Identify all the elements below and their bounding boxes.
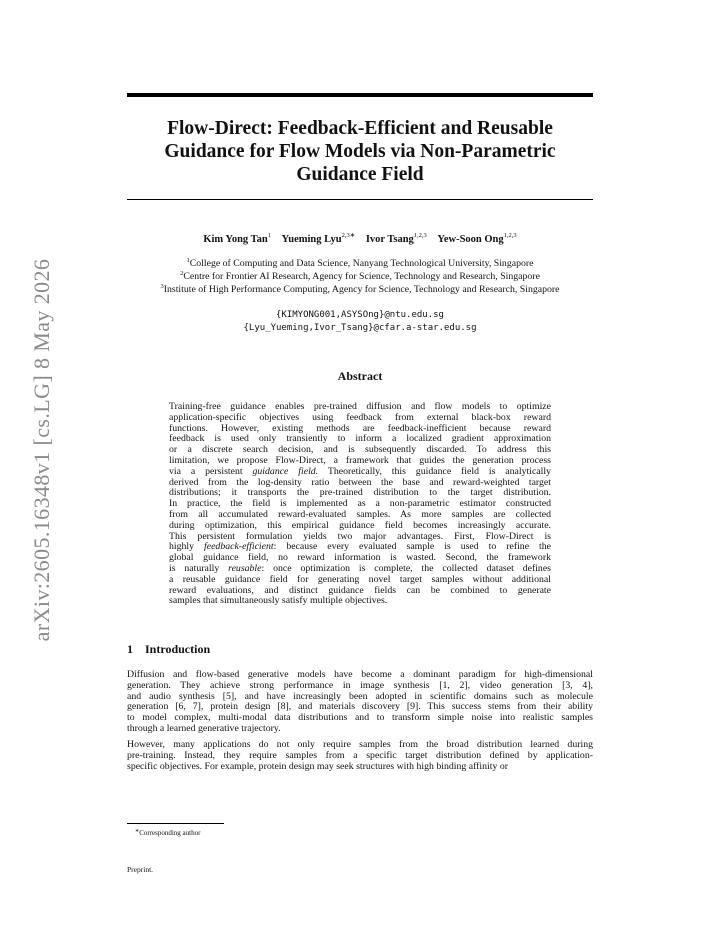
section-heading bbox=[127, 642, 210, 657]
text-line: feedback is used only transiently to inform a localized gradient approximation bbox=[169, 433, 551, 445]
email-line: {Lyu_Yueming,Ivor_Tsang}@cfar.a-star.edu.sg bbox=[243, 323, 477, 333]
author-affil-mark: 2,3∗ bbox=[341, 232, 356, 239]
abstract-body bbox=[169, 402, 551, 607]
text-line: global guidance field, no reward information is wasted. Second, the framework bbox=[169, 552, 551, 564]
title-line: Guidance Field bbox=[296, 164, 424, 185]
email-line: {KIMYONG001,ASYSOng}@ntu.edu.sg bbox=[276, 310, 444, 320]
text-line: This persistent formulation yields two major advantages. First, Flow-Direct is bbox=[169, 530, 551, 542]
author-name: Kim Yong Tan bbox=[203, 234, 268, 245]
title-top-rule bbox=[127, 93, 593, 97]
text-line: via a persistent guidance field. Theoretically, this guidance field is analytically bbox=[169, 465, 551, 477]
affiliation-mark: 2 bbox=[180, 270, 184, 277]
text-line: distributions; it transports the pre-trained distribution to the target distribution. bbox=[169, 487, 551, 499]
text-line: through a learned generative trajectory. bbox=[127, 722, 281, 734]
text-line: generation [6, 7], protein design [8], and materials discovery [9]. This success stems from their ability bbox=[127, 701, 593, 713]
text-line: derived from the log-density ratio between the base and reward-weighted target bbox=[169, 476, 551, 488]
text-line: Training-free guidance enables pre-trained diffusion and flow models to optimize bbox=[169, 401, 551, 412]
intro-paragraph-1 bbox=[127, 670, 593, 735]
author-name: Yew-Soon Ong bbox=[437, 234, 504, 245]
text-line: is naturally reusable: once optimization is complete, the collected dataset defines bbox=[169, 562, 551, 574]
text-line: during optimization, this empirical guidance field becomes increasingly accurate. bbox=[169, 519, 551, 531]
arxiv-stamp-text: arXiv:2605.16348v1 [cs.LG] 8 May 2026 bbox=[29, 258, 54, 642]
text-line: Diffusion and flow-based generative models have become a dominant paradigm for high-dimensional bbox=[127, 669, 593, 680]
author-affil-mark: 1,2,3 bbox=[413, 232, 427, 239]
footnote-rule bbox=[127, 823, 224, 824]
title-line: Guidance for Flow Models via Non-Parametric bbox=[164, 141, 556, 162]
affiliation bbox=[100, 270, 620, 282]
footnote-mark: ∗ bbox=[135, 829, 140, 834]
text-line: or a discrete search decision, and is subsequently discarded. To address this bbox=[169, 444, 551, 456]
abstract-heading: Abstract bbox=[337, 369, 383, 383]
text-line: a reusable guidance field for generating novel target samples without additional bbox=[169, 573, 551, 585]
text-line: limitation, we propose Flow-Direct, a framework that guides the generation process bbox=[169, 454, 551, 466]
footnote bbox=[135, 828, 200, 837]
section-title: Introduction bbox=[145, 642, 211, 656]
text-line: However, many applications do not only require samples from the broad distribution learned during bbox=[127, 739, 593, 750]
affiliation-mark: 3 bbox=[160, 283, 164, 290]
emphasis: reusable bbox=[228, 562, 262, 574]
author bbox=[282, 234, 356, 245]
title-bottom-rule bbox=[127, 199, 593, 200]
text-line: samples that simultaneously satisfy multiple objectives. bbox=[169, 595, 388, 607]
text-line: functions. However, existing methods are feedback-inefficient because reward bbox=[169, 422, 551, 434]
author-affil-mark: 1,2,3 bbox=[503, 232, 517, 239]
author bbox=[366, 234, 427, 245]
text-line: specific objectives. For example, protein design may seek structures with high binding affinity or bbox=[127, 760, 508, 772]
author-list bbox=[127, 231, 593, 245]
affiliation bbox=[100, 283, 620, 295]
text-line: reward evaluations, and distinct guidance fields can be combined to generate bbox=[169, 584, 551, 596]
paper-title bbox=[127, 117, 593, 186]
text-line: pre-training. Instead, they require samples from a specific target distribution defined by application- bbox=[127, 749, 593, 761]
footnote-text: Corresponding author bbox=[139, 829, 201, 837]
affiliation-mark: 1 bbox=[186, 257, 190, 264]
author-name: Ivor Tsang bbox=[365, 234, 414, 245]
affiliation-text: Institute of High Performance Computing, Agency for Science, Technology and Research, Singapore bbox=[163, 284, 560, 295]
author-affil-mark: 1 bbox=[267, 232, 271, 239]
author bbox=[437, 234, 516, 245]
title-line: Flow-Direct: Feedback-Efficient and Reusable bbox=[167, 118, 553, 139]
preprint-label: Preprint. bbox=[127, 865, 154, 874]
text-line: and audio synthesis [5], and have increasingly been adopted in scientific domains such as molecule bbox=[127, 690, 593, 702]
text-line: generation. They achieve strong performance in image synthesis [1, 2], video generation [3, 4], bbox=[127, 679, 593, 691]
section-number: 1 bbox=[127, 642, 133, 656]
text-line: from all accumulated reward-evaluated samples. As more samples are collected bbox=[169, 508, 551, 520]
affiliation-text: Centre for Frontier AI Research, Agency for Science, Technology and Research, Singapore bbox=[183, 271, 540, 282]
text-line: application-specific objectives using feedback from external black-box reward bbox=[169, 411, 551, 423]
text-line: to model complex, multi-modal data distributions and to transform simple noise into realistic samples bbox=[127, 712, 593, 724]
author-name: Yueming Lyu bbox=[281, 234, 342, 245]
author bbox=[203, 234, 271, 245]
emphasis: feedback-efficient bbox=[204, 541, 274, 553]
emphasis: guidance field. bbox=[252, 465, 319, 477]
affiliation bbox=[100, 257, 620, 269]
text-line: In practice, the field is implemented as a non-parametric estimator constructed bbox=[169, 498, 551, 510]
text-line: highly feedback-efficient: because every evaluated sample is used to refine the bbox=[169, 541, 551, 553]
affiliation-text: College of Computing and Data Science, Nanyang Technological University, Singapore bbox=[189, 258, 534, 269]
intro-paragraph-2 bbox=[127, 740, 593, 772]
